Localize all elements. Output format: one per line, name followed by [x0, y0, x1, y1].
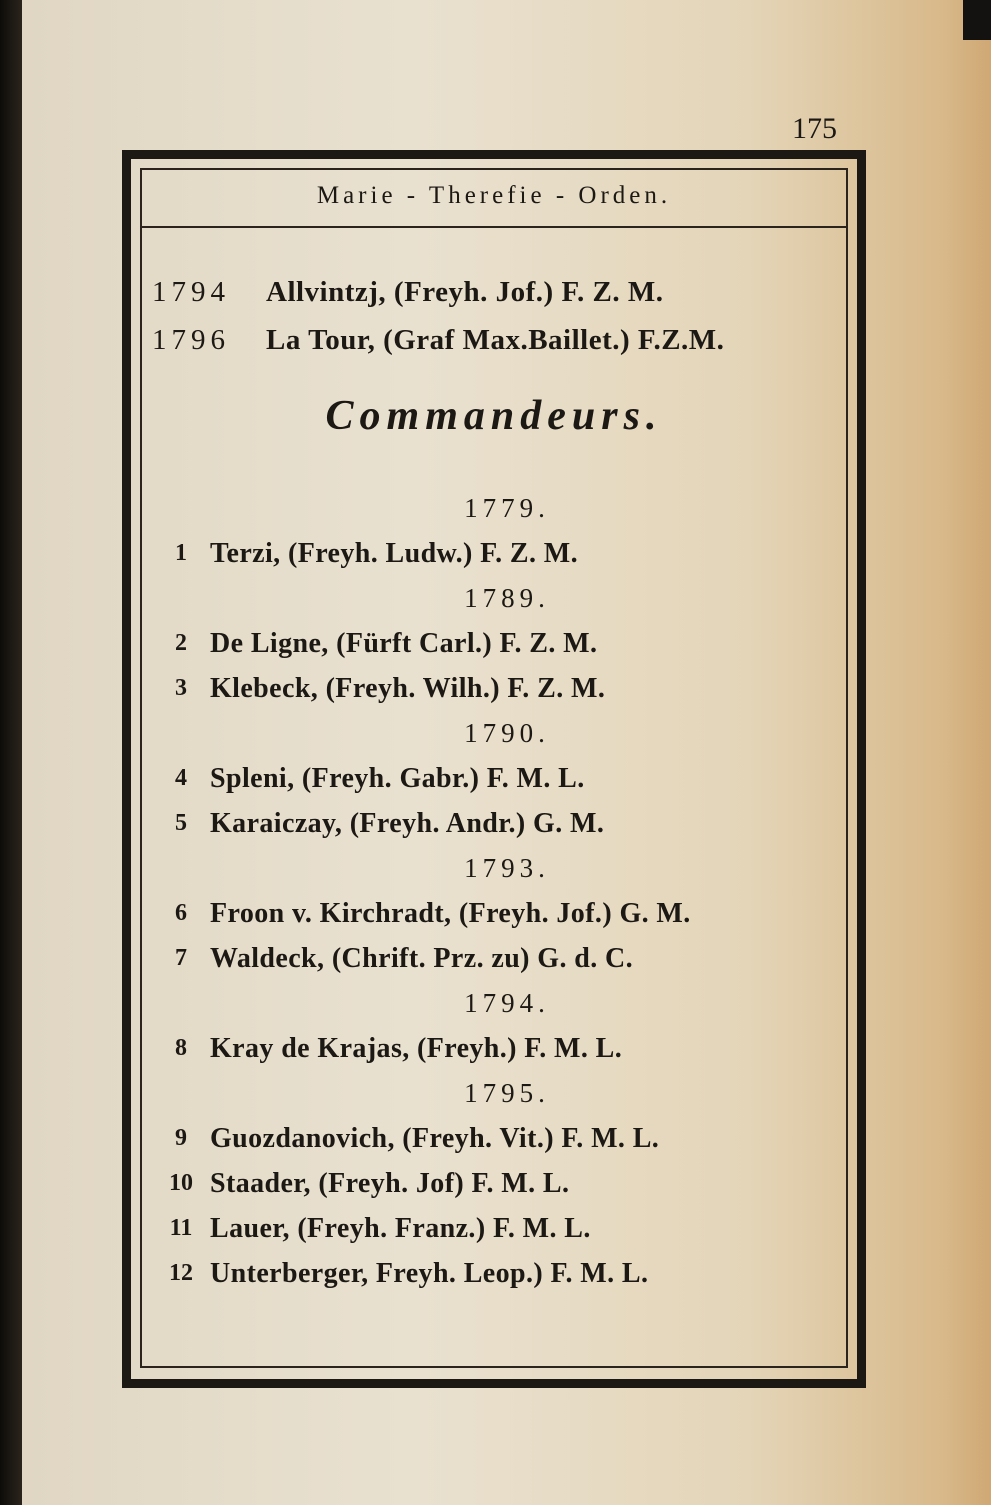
page-number: 175	[792, 112, 837, 145]
year-heading: 1794.	[464, 988, 550, 1018]
entry-number: 8	[175, 1035, 187, 1061]
year-heading: 1779.	[464, 493, 550, 523]
commandeurs-list	[152, 486, 842, 1296]
entry-number: 4	[175, 765, 187, 791]
entry-number: 6	[175, 900, 187, 926]
grand-cross-name: La Tour, (Graf Max.Baillet.) F.Z.M.	[266, 323, 725, 356]
entry-name: Terzi, (Freyh. Ludw.) F. Z. M.	[210, 537, 578, 569]
list-item	[152, 1026, 842, 1071]
entry-name: Karaiczay, (Freyh. Andr.) G. M.	[210, 807, 605, 839]
list-item	[152, 936, 842, 981]
list-item	[152, 1116, 842, 1161]
list-item	[152, 666, 842, 711]
entry-name: Froon v. Kirchradt, (Freyh. Jof.) G. M.	[210, 897, 691, 929]
list-item	[152, 1251, 842, 1296]
list-item	[152, 891, 842, 936]
entry-name: De Ligne, (Fürft Carl.) F. Z. M.	[210, 627, 598, 659]
grand-cross-name: Allvintzj, (Freyh. Jof.) F. Z. M.	[266, 275, 664, 308]
entry-number: 9	[175, 1125, 187, 1151]
list-item	[152, 621, 842, 666]
entry-name: Klebeck, (Freyh. Wilh.) F. Z. M.	[210, 672, 606, 704]
year-heading: 1790.	[464, 718, 550, 748]
grand-cross-row	[152, 268, 852, 316]
entry-name: Kray de Krajas, (Freyh.) F. M. L.	[210, 1032, 623, 1064]
entry-number: 2	[175, 630, 187, 656]
page-corner-shadow	[963, 0, 991, 40]
year-heading: 1793.	[464, 853, 550, 883]
list-item	[152, 1161, 842, 1206]
entry-number: 3	[175, 675, 187, 701]
list-item	[152, 801, 842, 846]
entry-name: Unterberger, Freyh. Leop.) F. M. L.	[210, 1257, 649, 1289]
entry-number: 10	[169, 1170, 193, 1196]
entry-name: Staader, (Freyh. Jof) F. M. L.	[210, 1167, 570, 1199]
grand-cross-year: 1796	[152, 323, 230, 356]
header-rule	[140, 226, 848, 228]
grand-cross-row	[152, 316, 852, 364]
entry-number: 11	[169, 1215, 193, 1241]
year-heading: 1789.	[464, 583, 550, 613]
section-title: Commandeurs.	[325, 393, 663, 439]
entry-number: 1	[175, 540, 187, 566]
grand-cross-year: 1794	[152, 275, 230, 308]
entry-number: 7	[175, 945, 187, 971]
list-item	[152, 1206, 842, 1251]
year-heading: 1795.	[464, 1078, 550, 1108]
list-item	[152, 531, 842, 576]
entry-name: Lauer, (Freyh. Franz.) F. M. L.	[210, 1212, 591, 1244]
grand-cross-list	[152, 268, 852, 364]
entry-name: Guozdanovich, (Freyh. Vit.) F. M. L.	[210, 1122, 660, 1154]
running-head: Marie - Therefie - Orden.	[316, 182, 672, 209]
book-spine	[0, 0, 22, 1505]
entry-name: Spleni, (Freyh. Gabr.) F. M. L.	[210, 762, 585, 794]
entry-number: 12	[169, 1260, 193, 1286]
entry-number: 5	[175, 810, 187, 836]
entry-name: Waldeck, (Chrift. Prz. zu) G. d. C.	[210, 942, 634, 974]
list-item	[152, 756, 842, 801]
